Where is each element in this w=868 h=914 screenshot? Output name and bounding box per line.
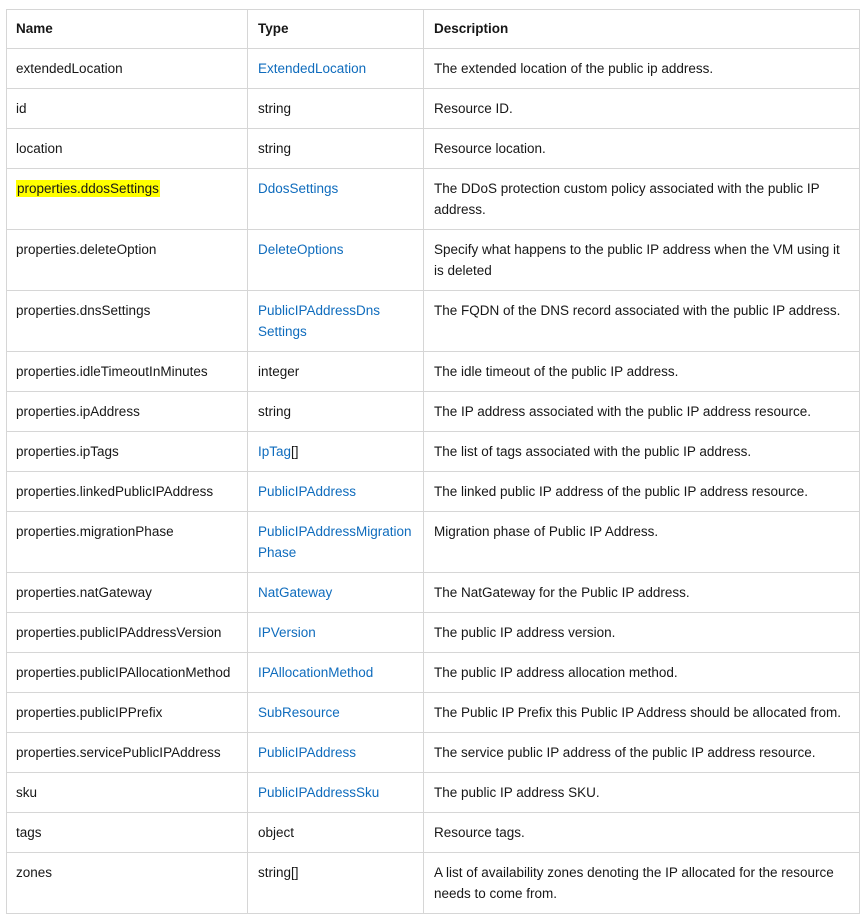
table-row <box>7 129 860 169</box>
property-description-cell <box>424 733 860 773</box>
property-name: properties.publicIPAllocationMethod <box>16 665 231 680</box>
table-row <box>7 573 860 613</box>
table-row <box>7 49 860 89</box>
property-description-cell <box>424 89 860 129</box>
property-description-cell <box>424 472 860 512</box>
table-row <box>7 813 860 853</box>
type-link[interactable]: ExtendedLocation <box>258 61 367 76</box>
property-name: extendedLocation <box>16 61 123 76</box>
property-name-cell <box>7 512 248 573</box>
property-name-cell <box>7 352 248 392</box>
property-name: zones <box>16 865 53 880</box>
property-name-cell <box>7 693 248 733</box>
table-row <box>7 230 860 291</box>
table-row <box>7 773 860 813</box>
property-description: The IP address associated with the public IP address resource. <box>434 404 811 419</box>
property-description-cell <box>424 49 860 89</box>
type-text: object <box>258 825 295 840</box>
property-name: properties.deleteOption <box>16 242 157 257</box>
header-name: Name <box>7 10 248 49</box>
property-description-cell <box>424 230 860 291</box>
property-description: The public IP address SKU. <box>434 785 600 800</box>
type-text: string <box>258 101 292 116</box>
property-description-cell <box>424 693 860 733</box>
property-description: Resource location. <box>434 141 546 156</box>
property-name-cell <box>7 573 248 613</box>
table-header-row <box>7 10 860 49</box>
type-link[interactable]: SubResource <box>258 705 340 720</box>
property-description-cell <box>424 352 860 392</box>
property-description: The FQDN of the DNS record associated with the public IP address. <box>434 303 841 318</box>
property-description: The public IP address version. <box>434 625 616 640</box>
table-row <box>7 733 860 773</box>
property-description: The DDoS protection custom policy associated with the public IP address. <box>434 181 820 217</box>
property-type-cell <box>248 352 424 392</box>
property-name-cell <box>7 169 248 230</box>
table-row <box>7 89 860 129</box>
type-link[interactable]: DeleteOptions <box>258 242 344 257</box>
property-type-cell <box>248 129 424 169</box>
property-type-cell <box>248 813 424 853</box>
property-description-cell <box>424 432 860 472</box>
table-row <box>7 432 860 472</box>
property-name: properties.migrationPhase <box>16 524 174 539</box>
property-description-cell <box>424 291 860 352</box>
property-name-cell <box>7 230 248 291</box>
header-type: Type <box>248 10 424 49</box>
property-name: properties.servicePublicIPAddress <box>16 745 221 760</box>
property-type-cell <box>248 89 424 129</box>
table-row <box>7 693 860 733</box>
property-name: id <box>16 101 27 116</box>
property-name: tags <box>16 825 42 840</box>
properties-table-container <box>6 9 859 914</box>
property-type-cell <box>248 291 424 352</box>
property-description-cell <box>424 392 860 432</box>
property-name: location <box>16 141 63 156</box>
table-row <box>7 291 860 352</box>
property-description: The Public IP Prefix this Public IP Address should be allocated from. <box>434 705 841 720</box>
property-type-cell <box>248 432 424 472</box>
property-name-cell <box>7 613 248 653</box>
property-name: properties.natGateway <box>16 585 152 600</box>
property-description: The linked public IP address of the public IP address resource. <box>434 484 808 499</box>
header-description: Description <box>424 10 860 49</box>
table-row <box>7 392 860 432</box>
property-type-cell <box>248 773 424 813</box>
property-description: The NatGateway for the Public IP address. <box>434 585 690 600</box>
property-description: The extended location of the public ip address. <box>434 61 714 76</box>
property-type-cell <box>248 733 424 773</box>
type-link[interactable]: IpTag <box>258 444 292 459</box>
property-name-cell <box>7 813 248 853</box>
property-description: Migration phase of Public IP Address. <box>434 524 659 539</box>
property-name-cell <box>7 49 248 89</box>
property-name: properties.idleTimeoutInMinutes <box>16 364 208 379</box>
type-link[interactable]: IPAllocationMethod <box>258 665 374 680</box>
property-name: properties.dnsSettings <box>16 303 151 318</box>
property-description-cell <box>424 813 860 853</box>
property-type-cell <box>248 512 424 573</box>
property-type-cell <box>248 169 424 230</box>
property-name-cell <box>7 432 248 472</box>
table-body <box>7 49 860 914</box>
property-type-cell <box>248 653 424 693</box>
property-description: Resource ID. <box>434 101 513 116</box>
table-row <box>7 613 860 653</box>
property-description-cell <box>424 512 860 573</box>
property-type-cell <box>248 853 424 914</box>
table-row <box>7 853 860 914</box>
table-row <box>7 512 860 573</box>
property-name-cell <box>7 733 248 773</box>
property-name: properties.publicIPPrefix <box>16 705 163 720</box>
table-row <box>7 352 860 392</box>
property-name-highlighted: properties.ddosSettings <box>17 181 159 196</box>
property-name-cell <box>7 853 248 914</box>
property-description-cell <box>424 773 860 813</box>
table-row <box>7 653 860 693</box>
type-suffix: [] <box>291 444 299 459</box>
property-description-cell <box>424 853 860 914</box>
type-link[interactable]: IPVersion <box>258 625 316 640</box>
property-description-cell <box>424 129 860 169</box>
property-description-cell <box>424 573 860 613</box>
property-type-cell <box>248 230 424 291</box>
property-description: The list of tags associated with the public IP address. <box>434 444 752 459</box>
property-name: properties.publicIPAddressVersion <box>16 625 222 640</box>
table-row <box>7 472 860 512</box>
property-description-cell <box>424 653 860 693</box>
type-link[interactable]: PublicIPAddress <box>258 745 357 760</box>
property-name: sku <box>16 785 38 800</box>
property-name-cell <box>7 653 248 693</box>
property-name-cell <box>7 472 248 512</box>
property-description: A list of availability zones denoting the IP allocated for the resource needs to come from. <box>434 865 834 901</box>
property-name: properties.ipAddress <box>16 404 140 419</box>
property-description: Specify what happens to the public IP address when the VM using it is deleted <box>434 242 840 278</box>
property-name-cell <box>7 392 248 432</box>
table-row <box>7 169 860 230</box>
type-text: integer <box>258 364 300 379</box>
property-name: properties.ipTags <box>16 444 119 459</box>
property-type-cell <box>248 392 424 432</box>
property-name-cell <box>7 129 248 169</box>
type-link[interactable]: DdosSettings <box>258 181 339 196</box>
property-type-cell <box>248 693 424 733</box>
type-link[interactable]: PublicIPAddressMigrationPhase <box>258 524 412 560</box>
property-type-cell <box>248 49 424 89</box>
property-description: The idle timeout of the public IP address. <box>434 364 679 379</box>
type-text: string <box>258 141 292 156</box>
property-description: The public IP address allocation method. <box>434 665 678 680</box>
property-type-cell <box>248 472 424 512</box>
property-name-cell <box>7 89 248 129</box>
property-name: properties.linkedPublicIPAddress <box>16 484 214 499</box>
type-link[interactable]: PublicIPAddressSku <box>258 785 380 800</box>
property-type-cell <box>248 613 424 653</box>
type-link[interactable]: PublicIPAddress <box>258 484 357 499</box>
property-name-cell <box>7 291 248 352</box>
property-name-cell <box>7 773 248 813</box>
property-description: The service public IP address of the public IP address resource. <box>434 745 816 760</box>
type-text: string <box>258 404 292 419</box>
property-description-cell <box>424 169 860 230</box>
property-description-cell <box>424 613 860 653</box>
property-type-cell <box>248 573 424 613</box>
type-text: string[] <box>258 865 299 880</box>
type-link[interactable]: NatGateway <box>258 585 333 600</box>
properties-table <box>6 9 860 914</box>
property-description: Resource tags. <box>434 825 525 840</box>
type-link[interactable]: PublicIPAddressDnsSettings <box>258 303 381 339</box>
